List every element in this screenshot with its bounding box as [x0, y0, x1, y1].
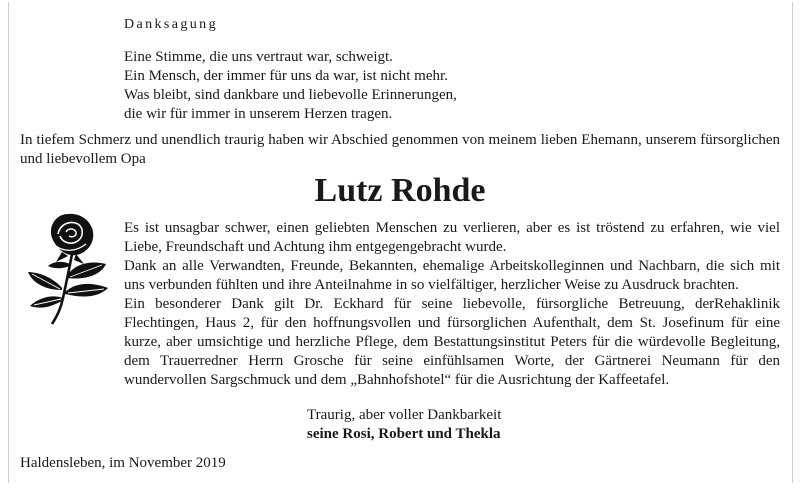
body-paragraph: Dank an alle Verwandten, Freunde, Bekannten, ehemalige Arbeitskolleginnen und Nachbarn, die sich mit uns verbunden fühlten und ihre Anteilnahme in so vielfältiger, herzlicher Weise zu Ausdruck brachten. [124, 258, 780, 293]
closing-line: Traurig, aber voller Dankbarkeit [307, 407, 502, 423]
body-paragraph: Ein besonderer Dank gilt Dr. Eckhard für seine liebevolle, fürsorgliche Betreuung, derRehaklinik Flechtingen, Haus 2, für den hoffnungsvollen und fürsorglichen Aufenthalt, dem St. Josefinum für eine kurze, aber umsichtige und herzliche Pflege, dem Bestattungsinstitut Peters für die würdevolle Begleitung, dem Trauerredner Herrn Grosche für seine einfühlsamen Worte, der Gärtnerei Neumann für den wundervollen Sargschmuck und dem „Bahnhofshotel“ für die Ausrichtung der Kaffeetafel. [124, 296, 780, 388]
place-date: Haldensleben, im November 2019 [20, 455, 226, 471]
body-text [124, 219, 780, 390]
poem-line: Was bleibt, sind dankbare und liebevolle Erinnerungen, [124, 87, 457, 103]
signatories: seine Rosi, Robert und Thekla [307, 426, 501, 442]
rose-icon [22, 208, 114, 326]
closing [307, 406, 501, 444]
notice-heading: Danksagung [124, 17, 218, 32]
poem [124, 48, 457, 124]
deceased-name: Lutz Rohde [314, 172, 486, 209]
poem-line: die wir für immer in unserem Herzen tragen. [124, 106, 393, 122]
body-paragraph: Es ist unsagbar schwer, einen geliebten Menschen zu verlieren, aber es ist tröstend zu erfahren, wie viel Liebe, Freundschaft und Achtung ihm entgegengebracht wurde. [124, 220, 780, 255]
intro-text: In tiefem Schmerz und unendlich traurig haben wir Abschied genommen von meinem lieben Ehemann, unserem fürsorglichen und liebevollem Opa [20, 132, 780, 167]
poem-line: Eine Stimme, die uns vertraut war, schweigt. [124, 49, 393, 65]
poem-line: Ein Mensch, der immer für uns da war, ist nicht mehr. [124, 68, 448, 84]
